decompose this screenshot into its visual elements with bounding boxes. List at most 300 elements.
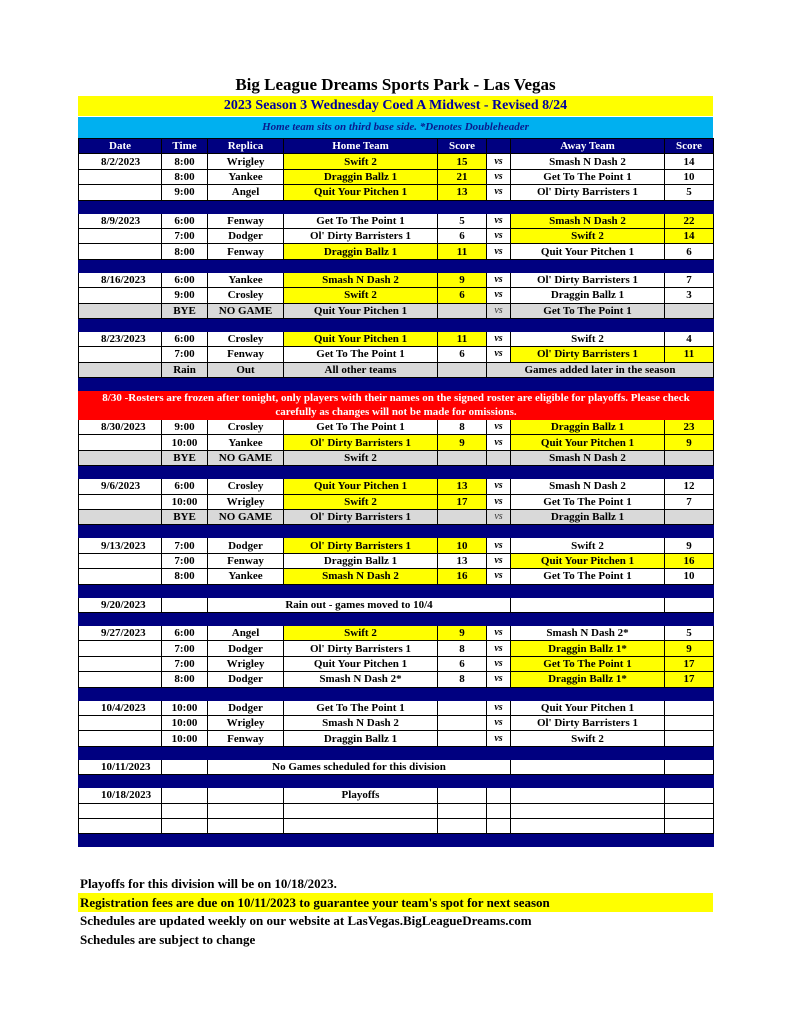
away-score-cell: [665, 700, 714, 715]
date-cell: [79, 303, 162, 318]
replica-cell: Wrigley: [208, 494, 284, 509]
replica-cell: Fenway: [208, 213, 284, 228]
date-cell: [79, 569, 162, 584]
away-team-cell: Quit Your Pitchen 1: [511, 700, 665, 715]
home-score-cell: 6: [438, 656, 487, 671]
replica-cell: NO GAME: [208, 450, 284, 465]
vs-cell: vs: [487, 185, 511, 200]
blank-cell: [284, 803, 438, 818]
game-row: [79, 185, 714, 200]
week-separator: [79, 584, 714, 597]
change-note: Schedules are subject to change: [80, 932, 256, 947]
time-cell: 9:00: [162, 420, 208, 435]
time-cell: 10:00: [162, 715, 208, 730]
away-team-cell: Swift 2: [511, 731, 665, 746]
home-team-cell: Ol' Dirty Barristers 1: [284, 538, 438, 553]
replica-cell: Fenway: [208, 347, 284, 362]
blank-cell: [79, 803, 162, 818]
time-cell: 10:00: [162, 700, 208, 715]
away-team-cell: Get To The Point 1: [511, 569, 665, 584]
time-cell: [162, 597, 208, 612]
home-score-cell: 10: [438, 538, 487, 553]
away-team-cell: Smash N Dash 2: [511, 450, 665, 465]
home-team-cell: Smash N Dash 2: [284, 715, 438, 730]
away-score-cell: 16: [665, 553, 714, 568]
home-score-cell: 15: [438, 154, 487, 169]
away-team-cell: Ol' Dirty Barristers 1: [511, 272, 665, 287]
note-text: No Games scheduled for this division: [208, 759, 511, 774]
game-row: [79, 553, 714, 568]
col-away-team-header: Away Team: [511, 139, 665, 154]
vs-cell: [487, 788, 511, 803]
away-team-cell: Get To The Point 1: [511, 656, 665, 671]
separator-cell: [79, 378, 714, 391]
away-team-cell: Ol' Dirty Barristers 1: [511, 185, 665, 200]
vs-cell: vs: [487, 656, 511, 671]
away-score-cell: 23: [665, 420, 714, 435]
replica-cell: Dodger: [208, 538, 284, 553]
home-team-cell: Quit Your Pitchen 1: [284, 185, 438, 200]
vs-cell: vs: [487, 169, 511, 184]
date-cell: [79, 244, 162, 259]
home-score-cell: 8: [438, 672, 487, 687]
time-cell: 8:00: [162, 154, 208, 169]
home-team-cell: Ol' Dirty Barristers 1: [284, 228, 438, 243]
game-row: [79, 213, 714, 228]
away-score-cell: [665, 715, 714, 730]
away-score-cell: 4: [665, 331, 714, 346]
away-team-cell: Quit Your Pitchen 1: [511, 435, 665, 450]
away-team-cell: Swift 2: [511, 538, 665, 553]
away-score-cell: 9: [665, 641, 714, 656]
vs-cell: vs: [487, 569, 511, 584]
home-score-cell: 21: [438, 169, 487, 184]
date-cell: [79, 169, 162, 184]
away-team-cell: Draggin Ballz 1*: [511, 672, 665, 687]
away-score-cell: 7: [665, 272, 714, 287]
home-team-cell: Swift 2: [284, 288, 438, 303]
away-team-cell: Draggin Ballz 1: [511, 510, 665, 525]
replica-cell: Crosley: [208, 420, 284, 435]
vs-cell: vs: [487, 700, 511, 715]
away-score-cell: [665, 788, 714, 803]
vs-cell: vs: [487, 272, 511, 287]
col-date-header: Date: [79, 139, 162, 154]
rain-note-text: Games added later in the season: [487, 362, 714, 377]
date-cell: 10/11/2023: [79, 759, 162, 774]
separator-cell: [79, 200, 714, 213]
time-cell: 8:00: [162, 169, 208, 184]
vs-cell: vs: [487, 479, 511, 494]
away-team-cell: Get To The Point 1: [511, 169, 665, 184]
time-cell: 6:00: [162, 272, 208, 287]
game-row: [79, 288, 714, 303]
time-cell: 6:00: [162, 625, 208, 640]
season-subtitle: 2023 Season 3 Wednesday Coed A Midwest - Revised 8/24: [78, 96, 713, 116]
date-cell: 9/20/2023: [79, 597, 162, 612]
home-score-cell: 8: [438, 420, 487, 435]
home-score-cell: 6: [438, 347, 487, 362]
game-row: [79, 479, 714, 494]
vs-cell: vs: [487, 494, 511, 509]
vs-cell: vs: [487, 154, 511, 169]
time-cell: 7:00: [162, 228, 208, 243]
week-separator: [79, 466, 714, 479]
home-score-cell: 11: [438, 244, 487, 259]
game-row: [79, 169, 714, 184]
blank-cell: [487, 818, 511, 833]
time-cell: 7:00: [162, 553, 208, 568]
bye-row: [79, 510, 714, 525]
game-row: [79, 244, 714, 259]
home-team-cell: Get To The Point 1: [284, 213, 438, 228]
home-score-cell: [438, 700, 487, 715]
time-cell: 10:00: [162, 731, 208, 746]
home-team-cell: Ol' Dirty Barristers 1: [284, 435, 438, 450]
col-vs-header: [487, 139, 511, 154]
home-team-cell: Get To The Point 1: [284, 700, 438, 715]
bye-row: [79, 303, 714, 318]
home-team-cell: Swift 2: [284, 625, 438, 640]
game-row: [79, 641, 714, 656]
blank-row: [79, 803, 714, 818]
week-separator: [79, 775, 714, 788]
home-team-cell: Ol' Dirty Barristers 1: [284, 510, 438, 525]
home-score-cell: 9: [438, 625, 487, 640]
home-score-cell: 9: [438, 435, 487, 450]
playoffs-text: Playoffs: [284, 788, 438, 803]
replica-cell: Wrigley: [208, 656, 284, 671]
roster-alert-row: [79, 391, 714, 420]
home-score-cell: 6: [438, 288, 487, 303]
schedule-note-row: [79, 597, 714, 612]
blank-cell: [438, 818, 487, 833]
home-team-cell: Smash N Dash 2: [284, 569, 438, 584]
replica-cell: Crosley: [208, 288, 284, 303]
time-cell: [162, 788, 208, 803]
time-cell: 7:00: [162, 656, 208, 671]
vs-cell: vs: [487, 213, 511, 228]
away-team-cell: Smash N Dash 2: [511, 213, 665, 228]
registration-note: Registration fees are due on 10/11/2023 to guarantee your team's spot for next season: [78, 893, 713, 912]
game-row: [79, 715, 714, 730]
vs-cell: vs: [487, 715, 511, 730]
note-text: Rain out - games moved to 10/4: [208, 597, 511, 612]
away-score-cell: [665, 731, 714, 746]
date-cell: 9/6/2023: [79, 479, 162, 494]
date-cell: [79, 288, 162, 303]
vs-cell: vs: [487, 625, 511, 640]
date-cell: [79, 347, 162, 362]
away-score-cell: 12: [665, 479, 714, 494]
away-score-cell: 6: [665, 244, 714, 259]
time-cell: 6:00: [162, 213, 208, 228]
replica-cell: Angel: [208, 185, 284, 200]
home-team-cell: Smash N Dash 2: [284, 272, 438, 287]
vs-cell: vs: [487, 672, 511, 687]
rain-out-row: [79, 362, 714, 377]
away-team-cell: Draggin Ballz 1: [511, 420, 665, 435]
game-row: [79, 435, 714, 450]
away-team-cell: Smash N Dash 2: [511, 479, 665, 494]
away-score-cell: 5: [665, 625, 714, 640]
week-separator: [79, 318, 714, 331]
away-team-cell: Smash N Dash 2*: [511, 625, 665, 640]
home-score-cell: [438, 510, 487, 525]
away-team-cell: Swift 2: [511, 331, 665, 346]
game-row: [79, 625, 714, 640]
time-cell: 8:00: [162, 244, 208, 259]
away-team-cell: Get To The Point 1: [511, 303, 665, 318]
game-row: [79, 656, 714, 671]
time-cell: 7:00: [162, 538, 208, 553]
vs-cell: vs: [487, 420, 511, 435]
home-score-cell: [438, 731, 487, 746]
away-score-cell: 17: [665, 672, 714, 687]
separator-cell: [79, 612, 714, 625]
home-team-cell: Ol' Dirty Barristers 1: [284, 641, 438, 656]
game-row: [79, 272, 714, 287]
time-cell: BYE: [162, 450, 208, 465]
date-cell: 9/13/2023: [79, 538, 162, 553]
replica-cell: Angel: [208, 625, 284, 640]
replica-cell: Yankee: [208, 169, 284, 184]
separator-cell: [79, 525, 714, 538]
game-row: [79, 331, 714, 346]
game-row: [79, 731, 714, 746]
home-team-cell: Draggin Ballz 1: [284, 553, 438, 568]
blank-cell: [487, 803, 511, 818]
time-cell: 9:00: [162, 185, 208, 200]
replica-cell: Fenway: [208, 244, 284, 259]
replica-cell: Crosley: [208, 331, 284, 346]
home-score-cell: 17: [438, 494, 487, 509]
date-cell: [79, 228, 162, 243]
vs-cell: vs: [487, 331, 511, 346]
away-score-cell: [665, 759, 714, 774]
vs-cell: vs: [487, 553, 511, 568]
away-score-cell: [665, 303, 714, 318]
separator-cell: [79, 746, 714, 759]
vs-cell: vs: [487, 510, 511, 525]
away-score-cell: 11: [665, 347, 714, 362]
away-score-cell: 22: [665, 213, 714, 228]
home-team-cell: Quit Your Pitchen 1: [284, 303, 438, 318]
time-cell: 8:00: [162, 672, 208, 687]
home-score-cell: 16: [438, 569, 487, 584]
date-cell: 8/2/2023: [79, 154, 162, 169]
replica-cell: Fenway: [208, 553, 284, 568]
date-cell: [79, 494, 162, 509]
away-score-cell: 9: [665, 435, 714, 450]
week-separator: [79, 525, 714, 538]
game-row: [79, 228, 714, 243]
week-separator: [79, 687, 714, 700]
away-score-cell: 10: [665, 569, 714, 584]
blank-cell: [284, 818, 438, 833]
separator-cell: [79, 584, 714, 597]
home-team-cell: Swift 2: [284, 494, 438, 509]
time-cell: 10:00: [162, 435, 208, 450]
away-score-cell: 10: [665, 169, 714, 184]
date-cell: 8/30/2023: [79, 420, 162, 435]
replica-cell: Yankee: [208, 272, 284, 287]
game-row: [79, 347, 714, 362]
separator-cell: [79, 466, 714, 479]
away-score-cell: 17: [665, 656, 714, 671]
away-score-cell: [665, 450, 714, 465]
blank-cell: [162, 818, 208, 833]
blank-row: [79, 818, 714, 833]
away-score-cell: 14: [665, 228, 714, 243]
separator-cell: [79, 775, 714, 788]
home-team-cell: Swift 2: [284, 154, 438, 169]
away-team-cell: Ol' Dirty Barristers 1: [511, 347, 665, 362]
replica-cell: Yankee: [208, 435, 284, 450]
date-cell: [79, 715, 162, 730]
schedule-body: [79, 154, 714, 847]
date-cell: 9/27/2023: [79, 625, 162, 640]
week-separator: [79, 612, 714, 625]
separator-cell: [79, 318, 714, 331]
time-cell: BYE: [162, 303, 208, 318]
away-team-cell: Draggin Ballz 1: [511, 288, 665, 303]
blank-cell: [511, 803, 665, 818]
home-team-note: Home team sits on third base side. *Denotes Doubleheader: [78, 117, 713, 138]
game-row: [79, 420, 714, 435]
home-score-cell: 13: [438, 553, 487, 568]
game-row: [79, 538, 714, 553]
col-replica-header: Replica: [208, 139, 284, 154]
schedule-note-row: [79, 759, 714, 774]
vs-cell: vs: [487, 347, 511, 362]
time-cell: 8:00: [162, 569, 208, 584]
away-score-cell: 9: [665, 538, 714, 553]
col-away-score-header: Score: [665, 139, 714, 154]
replica-cell: Dodger: [208, 228, 284, 243]
vs-cell: vs: [487, 244, 511, 259]
home-score-cell: 13: [438, 185, 487, 200]
home-score-cell: 5: [438, 213, 487, 228]
separator-cell: [79, 259, 714, 272]
time-cell: [162, 759, 208, 774]
home-team-cell: Draggin Ballz 1: [284, 169, 438, 184]
vs-cell: vs: [487, 228, 511, 243]
week-separator: [79, 378, 714, 391]
home-score-cell: [438, 303, 487, 318]
date-cell: 8/16/2023: [79, 272, 162, 287]
week-separator: [79, 200, 714, 213]
time-cell: 7:00: [162, 347, 208, 362]
time-cell: 10:00: [162, 494, 208, 509]
away-team-cell: [511, 788, 665, 803]
schedule-table: [78, 138, 714, 847]
replica-cell: Fenway: [208, 731, 284, 746]
away-team-cell: Quit Your Pitchen 1: [511, 553, 665, 568]
date-cell: [79, 435, 162, 450]
website-note: Schedules are updated weekly on our website at LasVegas.BigLeagueDreams.com: [80, 913, 532, 928]
time-cell: BYE: [162, 510, 208, 525]
blank-cell: [208, 818, 284, 833]
replica-cell: NO GAME: [208, 303, 284, 318]
time-cell: 6:00: [162, 331, 208, 346]
vs-cell: [487, 450, 511, 465]
home-score-cell: [438, 715, 487, 730]
date-cell: 10/4/2023: [79, 700, 162, 715]
blank-cell: [665, 803, 714, 818]
replica-cell: Crosley: [208, 479, 284, 494]
date-cell: [79, 731, 162, 746]
date-cell: [79, 362, 162, 377]
home-score-cell: 9: [438, 272, 487, 287]
away-score-cell: [665, 510, 714, 525]
blank-cell: [665, 818, 714, 833]
date-cell: [79, 450, 162, 465]
date-cell: [79, 641, 162, 656]
date-cell: [79, 553, 162, 568]
replica-cell: NO GAME: [208, 510, 284, 525]
time-cell: Rain: [162, 362, 208, 377]
game-row: [79, 154, 714, 169]
away-team-cell: Swift 2: [511, 228, 665, 243]
blank-cell: [511, 818, 665, 833]
playoffs-row: [79, 788, 714, 803]
home-team-cell: Quit Your Pitchen 1: [284, 656, 438, 671]
date-cell: 10/18/2023: [79, 788, 162, 803]
replica-cell: Out: [208, 362, 284, 377]
separator-cell: [79, 687, 714, 700]
away-team-cell: [511, 759, 665, 774]
replica-cell: Dodger: [208, 672, 284, 687]
page-title: Big League Dreams Sports Park - Las Vegas: [235, 75, 556, 94]
date-cell: 8/23/2023: [79, 331, 162, 346]
replica-cell: Wrigley: [208, 715, 284, 730]
away-team-cell: Draggin Ballz 1*: [511, 641, 665, 656]
game-row: [79, 494, 714, 509]
home-score-cell: 6: [438, 228, 487, 243]
week-separator: [79, 746, 714, 759]
vs-cell: vs: [487, 731, 511, 746]
away-score-cell: 3: [665, 288, 714, 303]
bye-row: [79, 450, 714, 465]
away-score-cell: 5: [665, 185, 714, 200]
separator-cell: [79, 834, 714, 847]
col-home-score-header: Score: [438, 139, 487, 154]
vs-cell: vs: [487, 641, 511, 656]
blank-cell: [162, 803, 208, 818]
home-team-cell: Draggin Ballz 1: [284, 731, 438, 746]
time-cell: 7:00: [162, 641, 208, 656]
home-team-cell: Swift 2: [284, 450, 438, 465]
home-team-cell: Quit Your Pitchen 1: [284, 479, 438, 494]
away-team-cell: Smash N Dash 2: [511, 154, 665, 169]
vs-cell: vs: [487, 303, 511, 318]
week-separator: [79, 259, 714, 272]
home-team-cell: All other teams: [284, 362, 438, 377]
blank-cell: [208, 803, 284, 818]
game-row: [79, 569, 714, 584]
time-cell: 9:00: [162, 288, 208, 303]
away-team-cell: [511, 597, 665, 612]
away-score-cell: [665, 597, 714, 612]
replica-cell: Yankee: [208, 569, 284, 584]
away-team-cell: Ol' Dirty Barristers 1: [511, 715, 665, 730]
date-cell: [79, 656, 162, 671]
blank-cell: [438, 803, 487, 818]
home-team-cell: Get To The Point 1: [284, 420, 438, 435]
away-score-cell: 14: [665, 154, 714, 169]
date-cell: [79, 510, 162, 525]
